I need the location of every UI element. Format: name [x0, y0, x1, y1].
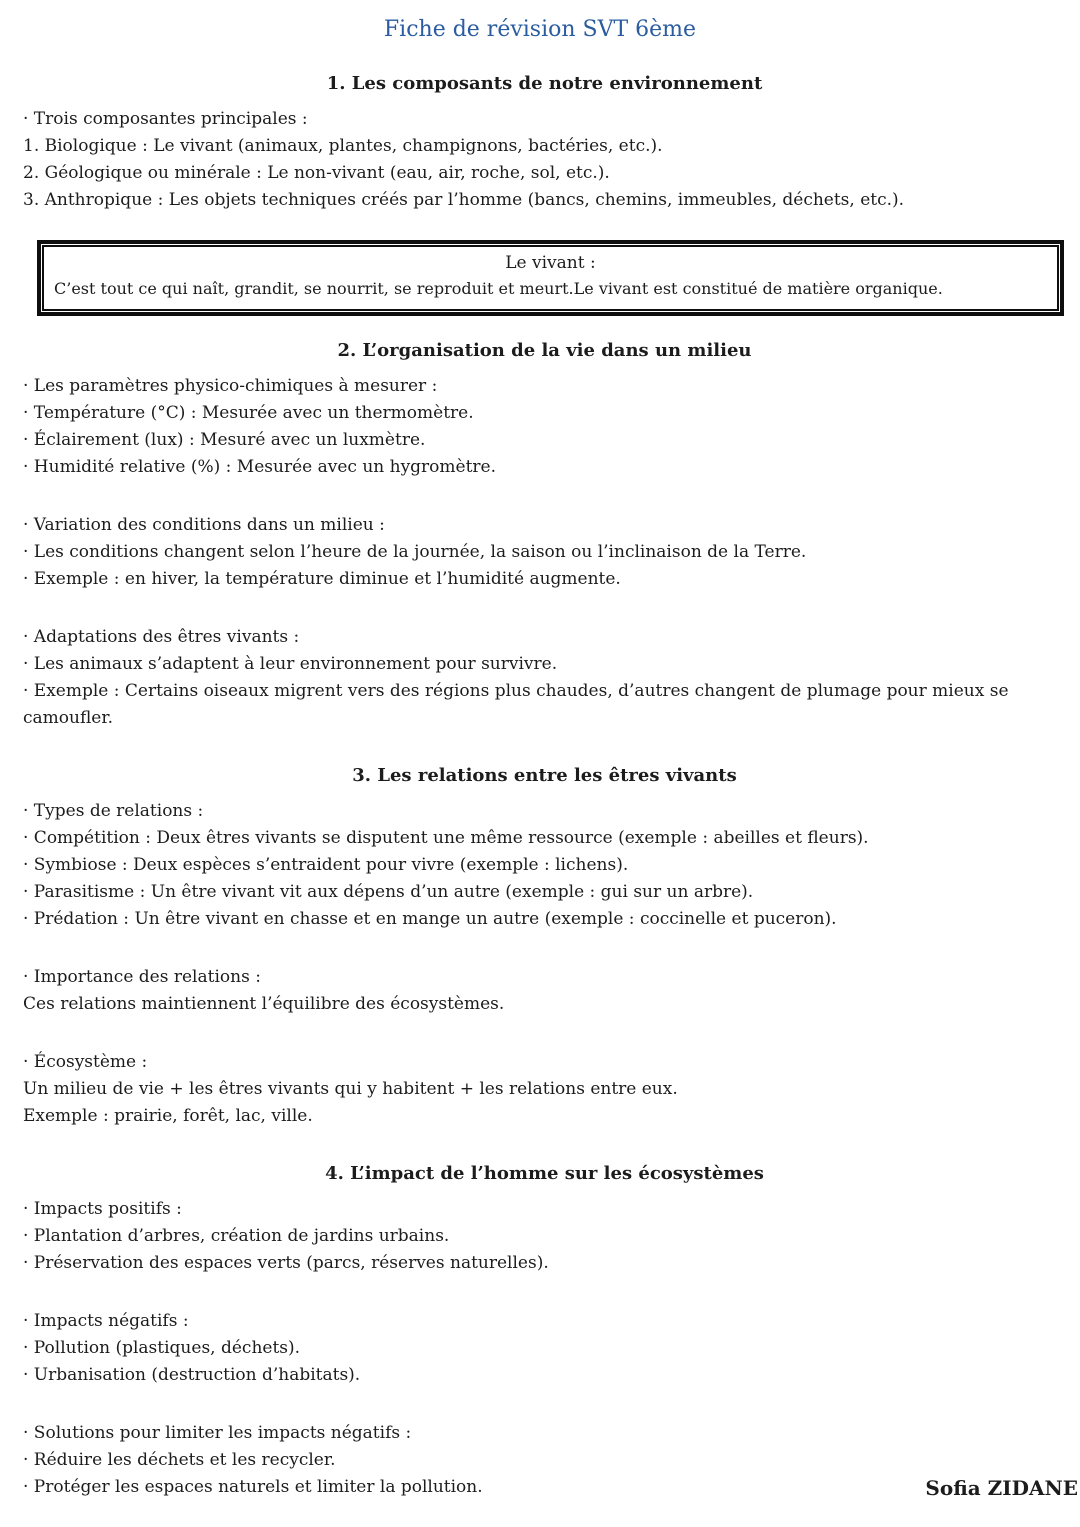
text-line: · Types de relations : [23, 801, 204, 821]
text-line: 1. Biologique : Le vivant (animaux, plantes, champignons, bactéries, etc.). [23, 136, 663, 156]
text-line: 2. Géologique ou minérale : Le non-vivant (eau, air, roche, sol, etc.). [23, 163, 610, 183]
text-line: · Éclairement (lux) : Mesuré avec un luxmètre. [23, 430, 426, 450]
highlight-box-body: C’est tout ce qui naît, grandit, se nourrit, se reproduit et meurt.Le vivant est constitué de matière organique. [54, 279, 943, 298]
text-line: · Trois composantes principales : [23, 109, 308, 129]
text-line: · Impacts négatifs : [23, 1311, 189, 1331]
text-line: · Les paramètres physico-chimiques à mesurer : [23, 376, 438, 396]
text-line: · Protéger les espaces naturels et limiter la pollution. [23, 1477, 483, 1497]
text-line: · Variation des conditions dans un milieu : [23, 515, 385, 535]
sections-rest [23, 338, 1066, 1501]
paragraph-group [23, 624, 1066, 732]
paragraph-group [23, 1308, 1066, 1389]
text-line: · Les animaux s’adaptent à leur environnement pour survivre. [23, 654, 558, 674]
text-line: · Importance des relations : [23, 967, 261, 987]
highlight-box-title: Le vivant : [505, 253, 596, 273]
text-line: · Écosystème : [23, 1052, 148, 1072]
section-heading: 4. L’impact de l’homme sur les écosystèmes [325, 1163, 764, 1184]
page-title: Fiche de révision SVT 6ème [383, 17, 697, 42]
paragraph-group [23, 798, 1066, 933]
section-heading: 3. Les relations entre les êtres vivants [352, 765, 737, 786]
section-heading: 2. L’organisation de la vie dans un milieu [337, 340, 752, 361]
paragraph-group [23, 106, 1066, 214]
text-line: · Les conditions changent selon l’heure de la journée, la saison ou l’inclinaison de la Terre. [23, 542, 807, 562]
text-line: Un milieu de vie + les êtres vivants qui y habitent + les relations entre eux. [23, 1079, 678, 1099]
highlight-box [42, 245, 1059, 311]
section-composants [23, 71, 1066, 214]
text-line: · Compétition : Deux êtres vivants se disputent une même ressource (exemple : abeilles et fleurs). [23, 828, 869, 848]
paragraph-group [23, 1420, 1066, 1501]
highlight-box-inner [44, 247, 1057, 309]
text-line: · Température (°C) : Mesurée avec un thermomètre. [23, 403, 474, 423]
text-line: · Adaptations des êtres vivants : [23, 627, 300, 647]
paragraph-group [23, 964, 1066, 1018]
text-line: · Pollution (plastiques, déchets). [23, 1338, 301, 1358]
text-line: Ces relations maintiennent l’équilibre des écosystèmes. [23, 994, 505, 1014]
paragraph-group [23, 1196, 1066, 1277]
text-line: · Prédation : Un être vivant en chasse et en mange un autre (exemple : coccinelle et puceron). [23, 909, 837, 929]
text-line: 3. Anthropique : Les objets techniques créés par l’homme (bancs, chemins, immeubles, déchets, etc.). [23, 190, 905, 210]
text-line: · Plantation d’arbres, création de jardins urbains. [23, 1226, 450, 1246]
text-line: · Exemple : en hiver, la température diminue et l’humidité augmente. [23, 569, 621, 589]
paragraph-group [23, 373, 1066, 481]
text-line: · Parasitisme : Un être vivant vit aux dépens d’un autre (exemple : gui sur un arbre). [23, 882, 754, 902]
text-line: · Humidité relative (%) : Mesurée avec un hygromètre. [23, 457, 497, 477]
paragraph-group [23, 1049, 1066, 1130]
text-line: · Préservation des espaces verts (parcs, réserves naturelles). [23, 1253, 549, 1273]
text-line: · Exemple : Certains oiseaux migrent vers des régions plus chaudes, d’autres changent de plumage pour mieux se camoufler. [23, 681, 1009, 728]
section-heading: 1. Les composants de notre environnement [326, 73, 763, 94]
footer-author: Sofia ZIDANE [925, 1476, 1078, 1500]
paragraph-group [23, 512, 1066, 593]
text-line: Exemple : prairie, forêt, lac, ville. [23, 1106, 313, 1126]
document-content [0, 71, 1080, 1501]
text-line: · Symbiose : Deux espèces s’entraident pour vivre (exemple : lichens). [23, 855, 629, 875]
text-line: · Impacts positifs : [23, 1199, 182, 1219]
text-line: · Réduire les déchets et les recycler. [23, 1450, 336, 1470]
text-line: · Urbanisation (destruction d’habitats). [23, 1365, 361, 1385]
text-line: · Solutions pour limiter les impacts négatifs : [23, 1423, 412, 1443]
